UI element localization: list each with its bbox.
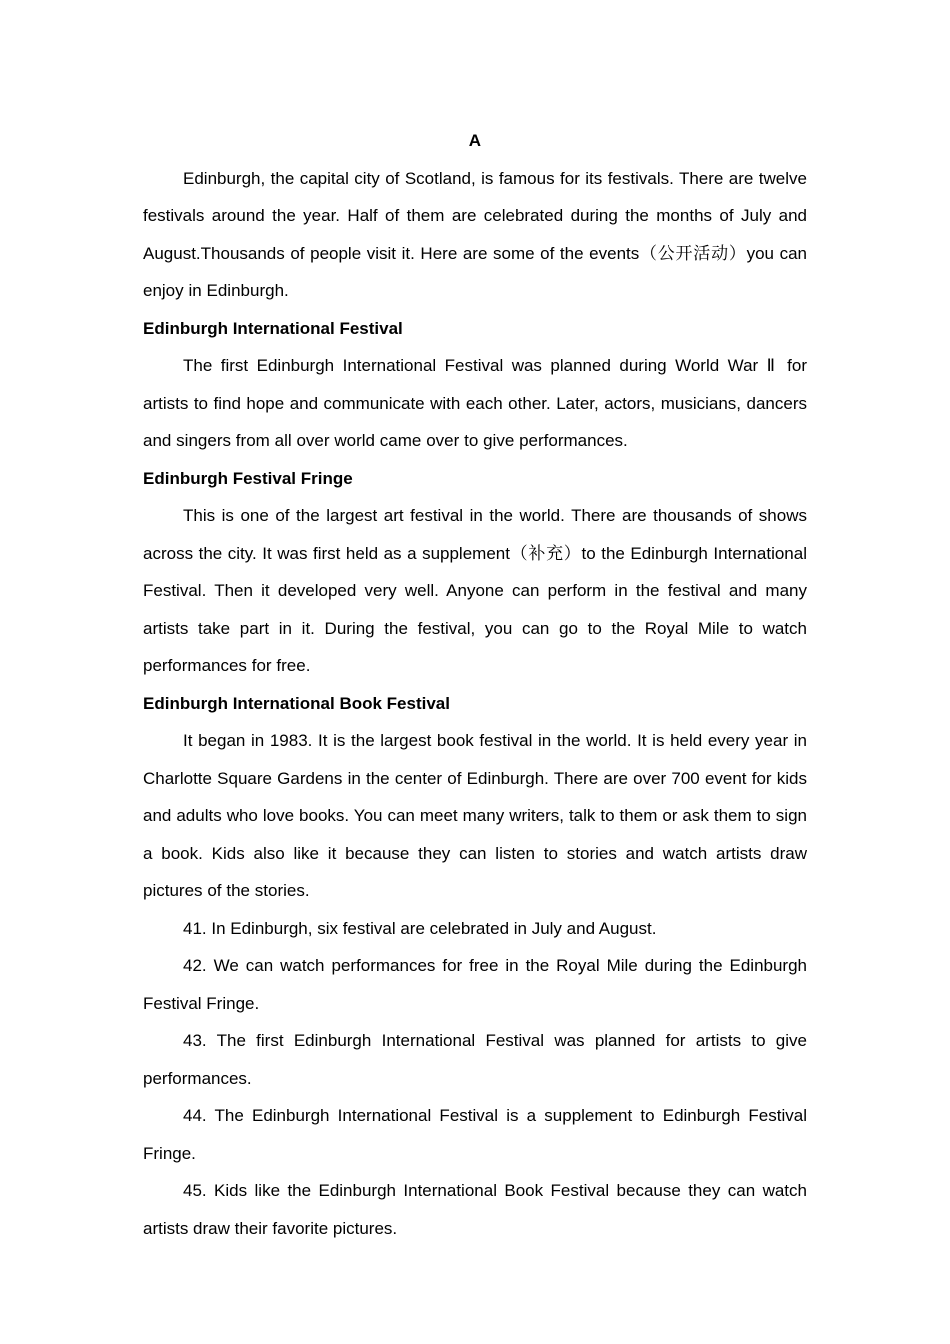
- paragraph-intro: Edinburgh, the capital city of Scotland, is famous for its festivals. There are twelve festivals around the year. Half of them are celebrated during the months of July and August.Thousands of people visit it. Here are some of the events（公开活动）you can enjoy in Edinburgh.: [143, 168, 807, 300]
- heading-edinburgh-festival-fringe: Edinburgh Festival Fringe: [143, 468, 353, 488]
- statement-43: 43. The first Edinburgh International Festival was planned for artists to give performances.: [143, 1031, 807, 1088]
- heading-edinburgh-international-festival: Edinburgh International Festival: [143, 318, 403, 338]
- statement-44: 44. The Edinburgh International Festival is a supplement to Edinburgh Festival Fringe.: [143, 1106, 807, 1163]
- paragraph-book-festival: It began in 1983. It is the largest book festival in the world. It is held every year in Charlotte Square Gardens in the center of Edinburgh. There are over 700 event for kids and adults who love books. You can meet many writers, talk to them or ask them to sign a book. Kids also like it because they can listen to stories and watch artists draw pictures of the stories.: [143, 731, 807, 900]
- statement-45: 45. Kids like the Edinburgh International Book Festival because they can watch artists draw their favorite pictures.: [143, 1181, 807, 1238]
- statement-41: 41. In Edinburgh, six festival are celebrated in July and August.: [183, 918, 657, 938]
- heading-edinburgh-international-book-festival: Edinburgh International Book Festival: [143, 693, 450, 713]
- paragraph-festival-fringe: This is one of the largest art festival in the world. There are thousands of shows across the city. It was first held as a supplement（补充）to the Edinburgh International Festival. Then it developed very well. Anyone can perform in the festival and many artists take part in it. During the festival, you can go to the Royal Mile to watch performances for free.: [143, 506, 807, 675]
- statement-42: 42. We can watch performances for free in the Royal Mile during the Edinburgh Festival Fringe.: [143, 956, 807, 1013]
- page-title: A: [468, 131, 482, 150]
- paragraph-international-festival: The first Edinburgh International Festival was planned during World War Ⅱ for artists to find hope and communicate with each other. Later, actors, musicians, dancers and singers from all over world came over to give performances.: [143, 356, 807, 450]
- document-content: [143, 122, 807, 1247]
